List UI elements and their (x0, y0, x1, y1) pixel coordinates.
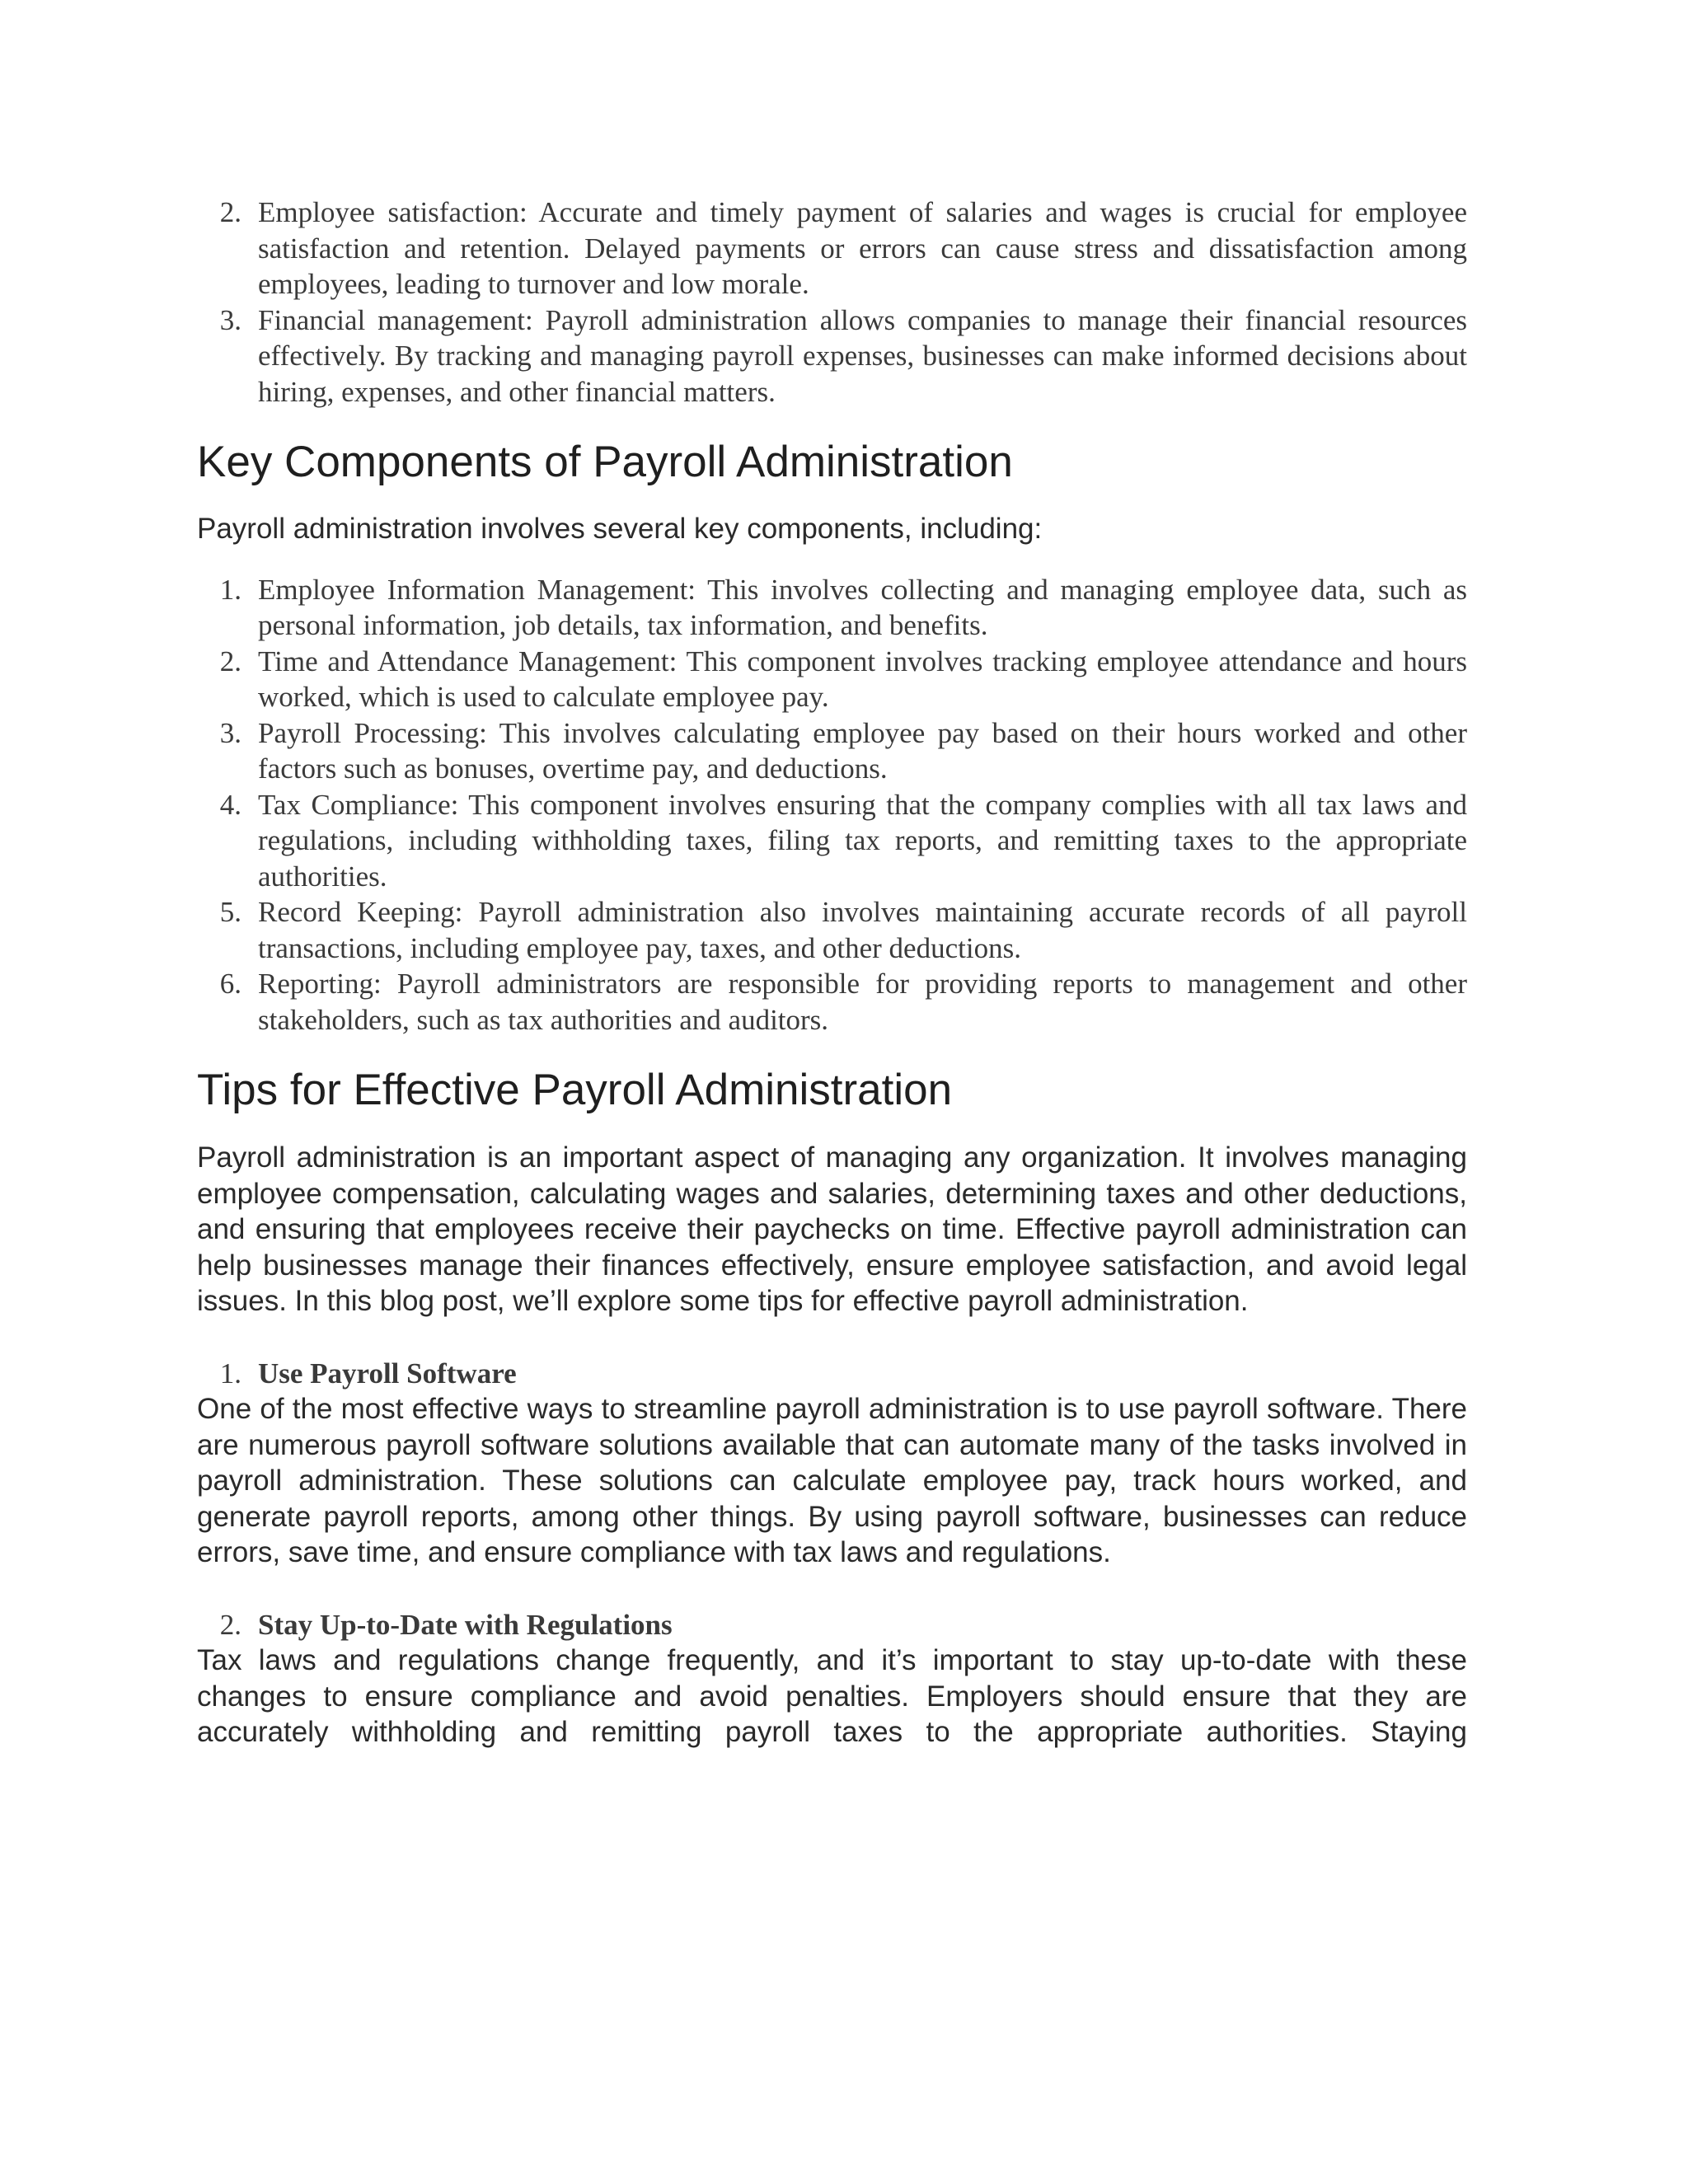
section-intro: Payroll administration involves several key components, including: (197, 513, 1043, 545)
key-components-list (197, 572, 1467, 1038)
list-item (197, 715, 1467, 787)
list-number: 5. (219, 896, 241, 928)
list-number: 2. (219, 1608, 241, 1641)
section-intro: Payroll administration is an important aspect of managing any organization. It involves managing employee compensation, calculating wages and salaries, determining taxes and other deductions, and ensuring that employees receive their paychecks on time. Effective payroll administration can help businesses manage their finances effectively, ensure employee satisfaction, and avoid legal issues. In this blog post, we’ll explore some tips for effective payroll administration. (197, 1141, 1467, 1317)
page-content (197, 194, 1467, 1750)
importance-list (197, 194, 1467, 410)
list-number: 2. (219, 644, 241, 677)
list-item (197, 966, 1467, 1038)
list-text: Payroll Processing: This involves calculating employee pay based on their hours worked and other factors such as bonuses, overtime pay, and deductions. (258, 716, 1467, 785)
section-heading-key-components: Key Components of Payroll Administration (197, 438, 1013, 486)
list-number: 3. (219, 303, 241, 336)
list-item (197, 644, 1467, 715)
section-heading-tips: Tips for Effective Payroll Administration (197, 1066, 953, 1114)
list-item (197, 194, 1467, 302)
list-number: 1. (219, 1357, 241, 1390)
list-number: 1. (219, 573, 241, 606)
list-item (197, 572, 1467, 644)
list-number: 4. (219, 788, 241, 821)
list-item (197, 302, 1467, 410)
list-number: 3. (219, 716, 241, 749)
tip-title-text: Use Payroll Software (258, 1357, 517, 1390)
list-text: Financial management: Payroll administration allows companies to manage their financial resources effectively. By tracking and managing payroll expenses, businesses can make informed decisions about hiring, expenses, and other financial matters. (258, 303, 1467, 408)
list-text: Record Keeping: Payroll administration also involves maintaining accurate records of all payroll transactions, including employee pay, taxes, and other deductions. (258, 896, 1467, 964)
list-number: 6. (219, 968, 241, 1000)
list-text: Employee Information Management: This involves collecting and managing employee data, such as personal information, job details, tax information, and benefits. (258, 573, 1467, 641)
list-text: Employee satisfaction: Accurate and timely payment of salaries and wages is crucial for employee satisfaction and retention. Delayed payments or errors can cause stress and dissatisfaction among employees, leading to turnover and low morale. (258, 196, 1467, 300)
tip-heading (197, 1356, 1467, 1392)
tip-body: Tax laws and regulations change frequently, and it’s important to stay up-to-date with these changes to ensure compliance and avoid penalties. Employers should ensure that they are accurately withholding and remitting payroll taxes to the appropriate authorities. Staying (197, 1644, 1467, 1748)
list-item (197, 894, 1467, 966)
tip-heading (197, 1607, 1467, 1643)
list-number: 2. (219, 196, 241, 228)
list-text: Tax Compliance: This component involves ensuring that the company complies with all tax laws and regulations, including withholding taxes, filing tax reports, and remitting taxes to the appropriate authorities. (258, 788, 1467, 893)
list-text: Reporting: Payroll administrators are responsible for providing reports to management and other stakeholders, such as tax authorities and auditors. (258, 968, 1467, 1036)
list-item (197, 787, 1467, 895)
tip-body: One of the most effective ways to streamline payroll administration is to use payroll software. There are numerous payroll software solutions available that can automate many of the tasks involved in payroll administration. These solutions can calculate employee pay, track hours worked, and generate payroll reports, among other things. By using payroll software, businesses can reduce errors, save time, and ensure compliance with tax laws and regulations. (197, 1393, 1467, 1568)
list-text: Time and Attendance Management: This component involves tracking employee attendance and hours worked, which is used to calculate employee pay. (258, 644, 1467, 713)
tip-title-text: Stay Up-to-Date with Regulations (258, 1608, 673, 1641)
